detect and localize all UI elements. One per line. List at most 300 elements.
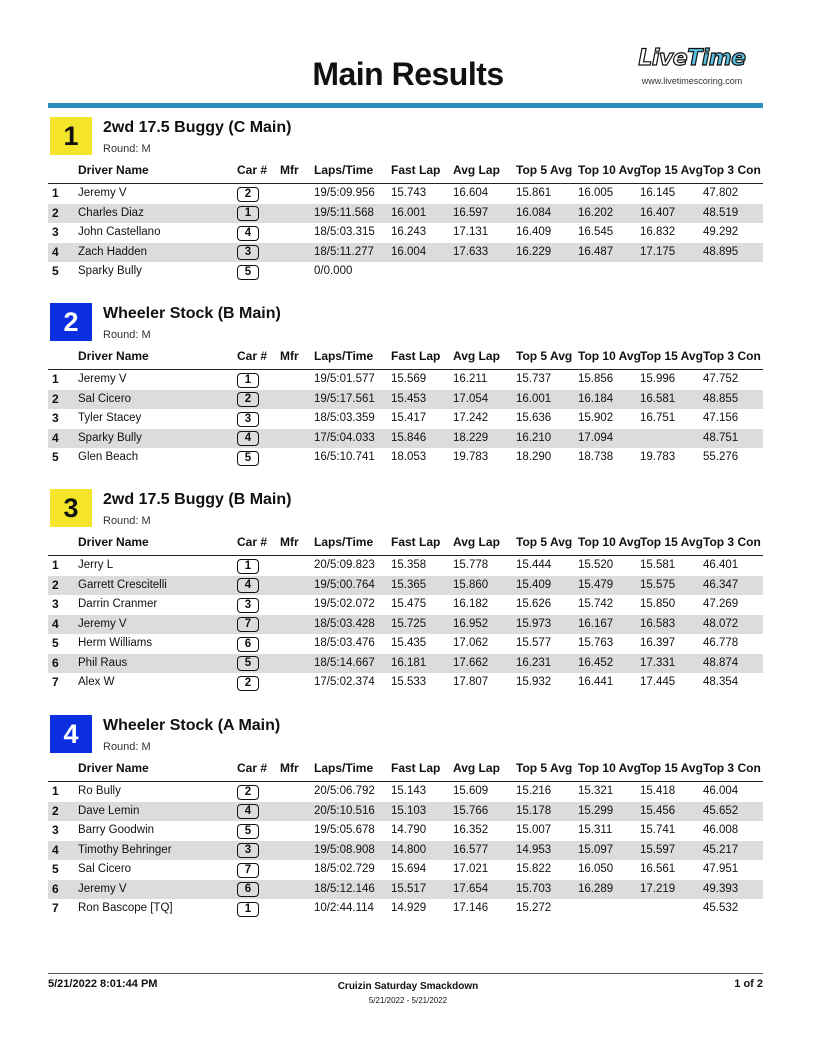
t10-cell: 16.289 bbox=[578, 882, 614, 895]
fast-cell: 15.694 bbox=[391, 863, 427, 875]
t10-cell: 15.856 bbox=[578, 373, 614, 385]
t15-cell: 16.397 bbox=[640, 637, 676, 649]
avg-cell: 17.807 bbox=[453, 676, 489, 688]
column-header-mfr: Mfr bbox=[280, 349, 299, 363]
table-row bbox=[48, 802, 763, 822]
logo-url: www.livetimescoring.com bbox=[641, 76, 743, 86]
name-cell: Jeremy V bbox=[78, 187, 127, 199]
table-row bbox=[48, 673, 763, 693]
laps-cell: 18/5:02.729 bbox=[314, 863, 375, 875]
fast-cell: 15.435 bbox=[391, 637, 427, 649]
footer-page-number: 1 of 2 bbox=[734, 978, 763, 990]
t15-cell: 16.583 bbox=[640, 617, 676, 630]
laps-cell: 18/5:12.146 bbox=[314, 882, 375, 895]
laps-cell: 16/5:10.741 bbox=[314, 451, 375, 463]
name-cell: John Castellano bbox=[78, 226, 161, 238]
table-row bbox=[48, 880, 763, 900]
laps-cell: 18/5:03.315 bbox=[314, 226, 375, 238]
logo-time: Time bbox=[687, 46, 746, 71]
car-cell: 4 bbox=[237, 578, 259, 593]
table-row bbox=[48, 841, 763, 861]
logo-live: Live bbox=[638, 46, 688, 71]
avg-cell: 19.783 bbox=[453, 451, 489, 463]
table-row bbox=[48, 204, 763, 224]
t3-cell: 47.802 bbox=[703, 187, 739, 199]
t3-cell: 55.276 bbox=[703, 451, 739, 463]
avg-cell: 16.952 bbox=[453, 617, 489, 630]
laps-cell: 0/0.000 bbox=[314, 265, 353, 277]
t10-cell: 15.321 bbox=[578, 785, 614, 797]
race-title: 2wd 17.5 Buggy (B Main) bbox=[103, 491, 292, 508]
t10-cell: 15.763 bbox=[578, 637, 614, 649]
column-header-avg: Avg Lap bbox=[453, 535, 500, 549]
position-cell: 1 bbox=[52, 372, 59, 386]
t10-cell: 15.311 bbox=[578, 824, 613, 836]
car-cell: 4 bbox=[237, 804, 259, 819]
column-header-t10: Top 10 Avg bbox=[578, 349, 641, 363]
table-row bbox=[48, 223, 763, 243]
name-cell: Tyler Stacey bbox=[78, 412, 142, 424]
t10-cell: 16.441 bbox=[578, 676, 614, 688]
avg-cell: 16.597 bbox=[453, 206, 489, 219]
name-cell: Jeremy V bbox=[78, 617, 127, 630]
position-cell: 3 bbox=[52, 225, 59, 239]
fast-cell: 14.790 bbox=[391, 824, 427, 836]
t5-cell: 16.210 bbox=[516, 431, 552, 444]
t5-cell: 15.577 bbox=[516, 637, 552, 649]
page-title: Main Results bbox=[312, 56, 504, 92]
t10-cell: 16.452 bbox=[578, 656, 614, 669]
laps-cell: 18/5:03.476 bbox=[314, 637, 375, 649]
position-cell: 4 bbox=[52, 842, 59, 857]
position-cell: 5 bbox=[52, 636, 59, 650]
fast-cell: 15.743 bbox=[391, 187, 427, 199]
column-header-fast: Fast Lap bbox=[391, 761, 441, 775]
position-cell: 5 bbox=[52, 264, 59, 278]
table-row bbox=[48, 243, 763, 263]
t3-cell: 46.008 bbox=[703, 824, 739, 836]
name-cell: Timothy Behringer bbox=[78, 843, 172, 856]
position-cell: 6 bbox=[52, 881, 59, 896]
t5-cell: 15.626 bbox=[516, 598, 552, 610]
t3-cell: 46.347 bbox=[703, 578, 739, 591]
position-cell: 3 bbox=[52, 597, 59, 611]
car-cell: 5 bbox=[237, 265, 259, 280]
fast-cell: 15.143 bbox=[391, 785, 427, 797]
position-cell: 1 bbox=[52, 784, 59, 798]
race-round: Round: M bbox=[103, 329, 151, 341]
laps-cell: 19/5:00.764 bbox=[314, 578, 375, 591]
name-cell: Alex W bbox=[78, 676, 115, 688]
fast-cell: 15.846 bbox=[391, 431, 427, 444]
t15-cell: 19.783 bbox=[640, 451, 676, 463]
column-header-t10: Top 10 Avg bbox=[578, 163, 641, 177]
column-header-t3: Top 3 Con bbox=[703, 761, 761, 775]
position-cell: 2 bbox=[52, 803, 59, 818]
position-cell: 4 bbox=[52, 244, 59, 259]
fast-cell: 16.243 bbox=[391, 226, 427, 238]
race-number-badge: 2 bbox=[50, 303, 92, 341]
name-cell: Jeremy V bbox=[78, 882, 127, 895]
car-cell: 6 bbox=[237, 637, 259, 652]
column-header-t5: Top 5 Avg bbox=[516, 761, 573, 775]
t15-cell: 15.575 bbox=[640, 578, 676, 591]
column-header-laps: Laps/Time bbox=[314, 761, 374, 775]
table-header bbox=[48, 163, 763, 184]
t3-cell: 45.217 bbox=[703, 843, 739, 856]
laps-cell: 20/5:10.516 bbox=[314, 804, 375, 817]
fast-cell: 15.725 bbox=[391, 617, 427, 630]
position-cell: 7 bbox=[52, 901, 59, 915]
position-cell: 2 bbox=[52, 577, 59, 592]
fast-cell: 18.053 bbox=[391, 451, 427, 463]
race-title: 2wd 17.5 Buggy (C Main) bbox=[103, 119, 292, 136]
fast-cell: 16.004 bbox=[391, 245, 427, 258]
fast-cell: 15.475 bbox=[391, 598, 427, 610]
laps-cell: 10/2:44.114 bbox=[314, 902, 374, 914]
column-header-t15: Top 15 Avg bbox=[640, 349, 703, 363]
t10-cell: 16.545 bbox=[578, 226, 614, 238]
car-cell: 2 bbox=[237, 676, 259, 691]
avg-cell: 16.604 bbox=[453, 187, 489, 199]
t10-cell: 18.738 bbox=[578, 451, 614, 463]
t3-cell: 45.652 bbox=[703, 804, 739, 817]
column-header-fast: Fast Lap bbox=[391, 535, 441, 549]
name-cell: Charles Diaz bbox=[78, 206, 144, 219]
race-title: Wheeler Stock (A Main) bbox=[103, 717, 281, 734]
car-cell: 6 bbox=[237, 882, 259, 897]
column-header-t15: Top 15 Avg bbox=[640, 535, 703, 549]
avg-cell: 18.229 bbox=[453, 431, 489, 444]
t15-cell: 16.832 bbox=[640, 226, 676, 238]
column-header-laps: Laps/Time bbox=[314, 349, 374, 363]
laps-cell: 19/5:11.568 bbox=[314, 206, 374, 219]
fast-cell: 15.417 bbox=[391, 412, 427, 424]
position-cell: 3 bbox=[52, 411, 59, 425]
avg-cell: 15.778 bbox=[453, 559, 489, 571]
car-cell: 7 bbox=[237, 617, 259, 632]
t3-cell: 48.855 bbox=[703, 392, 739, 405]
avg-cell: 15.609 bbox=[453, 785, 489, 797]
t15-cell: 15.597 bbox=[640, 843, 676, 856]
t3-cell: 48.354 bbox=[703, 676, 739, 688]
avg-cell: 17.131 bbox=[453, 226, 489, 238]
t10-cell: 16.167 bbox=[578, 617, 614, 630]
fast-cell: 15.569 bbox=[391, 373, 427, 385]
column-header-avg: Avg Lap bbox=[453, 349, 500, 363]
avg-cell: 16.182 bbox=[453, 598, 489, 610]
name-cell: Sparky Bully bbox=[78, 265, 142, 277]
car-cell: 3 bbox=[237, 843, 259, 858]
column-header-fast: Fast Lap bbox=[391, 163, 441, 177]
t3-cell: 49.393 bbox=[703, 882, 739, 895]
table-row bbox=[48, 654, 763, 674]
laps-cell: 19/5:17.561 bbox=[314, 392, 375, 405]
position-cell: 7 bbox=[52, 675, 59, 689]
column-header-name: Driver Name bbox=[78, 163, 149, 177]
t3-cell: 48.072 bbox=[703, 617, 739, 630]
t10-cell: 17.094 bbox=[578, 431, 614, 444]
t5-cell: 14.953 bbox=[516, 843, 552, 856]
t15-cell: 17.331 bbox=[640, 656, 676, 669]
avg-cell: 17.146 bbox=[453, 902, 489, 914]
avg-cell: 17.242 bbox=[453, 412, 489, 424]
table-row bbox=[48, 782, 763, 802]
table-row bbox=[48, 409, 763, 429]
name-cell: Jeremy V bbox=[78, 373, 127, 385]
t5-cell: 15.822 bbox=[516, 863, 552, 875]
t5-cell: 15.007 bbox=[516, 824, 552, 836]
laps-cell: 19/5:01.577 bbox=[314, 373, 375, 385]
footer-event: Cruizin Saturday Smackdown bbox=[337, 981, 479, 992]
laps-cell: 19/5:05.678 bbox=[314, 824, 375, 836]
t10-cell: 16.005 bbox=[578, 187, 614, 199]
column-header-mfr: Mfr bbox=[280, 535, 299, 549]
column-header-mfr: Mfr bbox=[280, 163, 299, 177]
results-table bbox=[48, 184, 763, 282]
table-header bbox=[48, 535, 763, 556]
laps-cell: 19/5:02.072 bbox=[314, 598, 375, 610]
t15-cell: 17.445 bbox=[640, 676, 676, 688]
column-header-car: Car # bbox=[237, 535, 268, 549]
t5-cell: 16.084 bbox=[516, 206, 552, 219]
avg-cell: 17.021 bbox=[453, 863, 489, 875]
table-row bbox=[48, 615, 763, 635]
name-cell: Jerry L bbox=[78, 559, 114, 571]
footer-divider bbox=[48, 973, 763, 974]
livetime-logo bbox=[622, 46, 762, 86]
laps-cell: 17/5:02.374 bbox=[314, 676, 375, 688]
car-cell: 2 bbox=[237, 187, 259, 202]
car-cell: 3 bbox=[237, 245, 259, 260]
fast-cell: 14.929 bbox=[391, 902, 427, 914]
name-cell: Zach Hadden bbox=[78, 245, 148, 258]
column-header-mfr: Mfr bbox=[280, 761, 299, 775]
t10-cell: 15.742 bbox=[578, 598, 614, 610]
column-header-t15: Top 15 Avg bbox=[640, 761, 703, 775]
laps-cell: 18/5:03.428 bbox=[314, 617, 375, 630]
t5-cell: 15.178 bbox=[516, 804, 552, 817]
fast-cell: 15.533 bbox=[391, 676, 427, 688]
position-cell: 6 bbox=[52, 655, 59, 670]
race-number-badge: 4 bbox=[50, 715, 92, 753]
table-row bbox=[48, 634, 763, 654]
car-cell: 5 bbox=[237, 824, 259, 839]
t15-cell: 16.581 bbox=[640, 392, 676, 405]
t5-cell: 15.409 bbox=[516, 578, 552, 591]
car-cell: 4 bbox=[237, 431, 259, 446]
avg-cell: 17.662 bbox=[453, 656, 489, 669]
t3-cell: 48.751 bbox=[703, 431, 739, 444]
race-number-badge: 1 bbox=[50, 117, 92, 155]
column-header-avg: Avg Lap bbox=[453, 761, 500, 775]
name-cell: Garrett Crescitelli bbox=[78, 578, 167, 591]
avg-cell: 17.633 bbox=[453, 245, 489, 258]
name-cell: Ron Bascope [TQ] bbox=[78, 902, 173, 914]
laps-cell: 20/5:06.792 bbox=[314, 785, 375, 797]
avg-cell: 17.054 bbox=[453, 392, 489, 405]
column-header-t3: Top 3 Con bbox=[703, 163, 761, 177]
t3-cell: 48.874 bbox=[703, 656, 739, 669]
t3-cell: 47.269 bbox=[703, 598, 739, 610]
car-cell: 2 bbox=[237, 392, 259, 407]
t5-cell: 18.290 bbox=[516, 451, 552, 463]
name-cell: Herm Williams bbox=[78, 637, 153, 649]
position-cell: 1 bbox=[52, 558, 59, 572]
car-cell: 1 bbox=[237, 559, 259, 574]
laps-cell: 19/5:08.908 bbox=[314, 843, 375, 856]
t3-cell: 46.004 bbox=[703, 785, 739, 797]
position-cell: 4 bbox=[52, 616, 59, 631]
t15-cell: 16.561 bbox=[640, 863, 676, 875]
fast-cell: 16.181 bbox=[391, 656, 427, 669]
name-cell: Glen Beach bbox=[78, 451, 139, 463]
car-cell: 1 bbox=[237, 206, 259, 221]
avg-cell: 16.352 bbox=[453, 824, 489, 836]
avg-cell: 17.654 bbox=[453, 882, 489, 895]
t15-cell: 15.996 bbox=[640, 373, 676, 385]
results-table bbox=[48, 782, 763, 919]
position-cell: 5 bbox=[52, 450, 59, 464]
position-cell: 1 bbox=[52, 186, 59, 200]
fast-cell: 15.358 bbox=[391, 559, 427, 571]
table-row bbox=[48, 448, 763, 468]
t3-cell: 46.401 bbox=[703, 559, 739, 571]
car-cell: 5 bbox=[237, 451, 259, 466]
results-table bbox=[48, 556, 763, 693]
avg-cell: 17.062 bbox=[453, 637, 489, 649]
fast-cell: 15.517 bbox=[391, 882, 427, 895]
column-header-car: Car # bbox=[237, 163, 268, 177]
t3-cell: 47.156 bbox=[703, 412, 739, 424]
t3-cell: 48.895 bbox=[703, 245, 739, 258]
column-header-t10: Top 10 Avg bbox=[578, 535, 641, 549]
table-row bbox=[48, 262, 763, 282]
table-row bbox=[48, 821, 763, 841]
laps-cell: 19/5:09.956 bbox=[314, 187, 375, 199]
t10-cell: 15.902 bbox=[578, 412, 614, 424]
t15-cell: 15.741 bbox=[640, 824, 676, 836]
logo-wordmark bbox=[622, 46, 762, 72]
t15-cell: 17.219 bbox=[640, 882, 676, 895]
t3-cell: 45.532 bbox=[703, 902, 739, 914]
t15-cell: 16.751 bbox=[640, 412, 676, 424]
name-cell: Sal Cicero bbox=[78, 863, 132, 875]
t5-cell: 15.973 bbox=[516, 617, 552, 630]
t5-cell: 15.636 bbox=[516, 412, 552, 424]
column-header-car: Car # bbox=[237, 761, 268, 775]
race-round: Round: M bbox=[103, 515, 151, 527]
position-cell: 2 bbox=[52, 391, 59, 406]
t10-cell: 15.520 bbox=[578, 559, 614, 571]
laps-cell: 18/5:11.277 bbox=[314, 245, 374, 258]
t10-cell: 15.479 bbox=[578, 578, 614, 591]
column-header-name: Driver Name bbox=[78, 349, 149, 363]
t15-cell: 15.456 bbox=[640, 804, 676, 817]
name-cell: Barry Goodwin bbox=[78, 824, 155, 836]
t15-cell: 16.145 bbox=[640, 187, 676, 199]
car-cell: 7 bbox=[237, 863, 259, 878]
column-header-t5: Top 5 Avg bbox=[516, 535, 573, 549]
column-header-t5: Top 5 Avg bbox=[516, 163, 573, 177]
t10-cell: 15.097 bbox=[578, 843, 614, 856]
table-row bbox=[48, 390, 763, 410]
avg-cell: 15.766 bbox=[453, 804, 489, 817]
car-cell: 4 bbox=[237, 226, 259, 241]
t5-cell: 15.861 bbox=[516, 187, 552, 199]
table-row bbox=[48, 370, 763, 390]
t5-cell: 15.737 bbox=[516, 373, 552, 385]
t3-cell: 47.752 bbox=[703, 373, 739, 385]
table-row bbox=[48, 899, 763, 919]
t15-cell: 15.850 bbox=[640, 598, 676, 610]
name-cell: Phil Raus bbox=[78, 656, 128, 669]
race-title: Wheeler Stock (B Main) bbox=[103, 305, 281, 322]
t5-cell: 16.001 bbox=[516, 392, 552, 405]
table-row bbox=[48, 429, 763, 449]
t15-cell: 15.418 bbox=[640, 785, 676, 797]
table-row bbox=[48, 556, 763, 576]
position-cell: 3 bbox=[52, 823, 59, 837]
t3-cell: 46.778 bbox=[703, 637, 739, 649]
laps-cell: 18/5:03.359 bbox=[314, 412, 375, 424]
t15-cell: 15.581 bbox=[640, 559, 676, 571]
car-cell: 3 bbox=[237, 598, 259, 613]
name-cell: Ro Bully bbox=[78, 785, 121, 797]
name-cell: Sparky Bully bbox=[78, 431, 142, 444]
laps-cell: 17/5:04.033 bbox=[314, 431, 375, 444]
t15-cell: 16.407 bbox=[640, 206, 676, 219]
column-header-name: Driver Name bbox=[78, 761, 149, 775]
t10-cell: 16.050 bbox=[578, 863, 614, 875]
car-cell: 1 bbox=[237, 373, 259, 388]
table-row bbox=[48, 184, 763, 204]
avg-cell: 15.860 bbox=[453, 578, 489, 591]
t5-cell: 15.932 bbox=[516, 676, 552, 688]
table-header bbox=[48, 349, 763, 370]
position-cell: 5 bbox=[52, 862, 59, 876]
avg-cell: 16.577 bbox=[453, 843, 489, 856]
table-row bbox=[48, 595, 763, 615]
position-cell: 2 bbox=[52, 205, 59, 220]
car-cell: 2 bbox=[237, 785, 259, 800]
race-round: Round: M bbox=[103, 741, 151, 753]
t5-cell: 16.231 bbox=[516, 656, 552, 669]
t3-cell: 47.951 bbox=[703, 863, 739, 875]
fast-cell: 14.800 bbox=[391, 843, 427, 856]
car-cell: 5 bbox=[237, 656, 259, 671]
race-number-badge: 3 bbox=[50, 489, 92, 527]
column-header-laps: Laps/Time bbox=[314, 163, 374, 177]
column-header-fast: Fast Lap bbox=[391, 349, 441, 363]
column-header-t10: Top 10 Avg bbox=[578, 761, 641, 775]
race-round: Round: M bbox=[103, 143, 151, 155]
name-cell: Darrin Cranmer bbox=[78, 598, 158, 610]
column-header-laps: Laps/Time bbox=[314, 535, 374, 549]
fast-cell: 15.103 bbox=[391, 804, 427, 817]
t10-cell: 16.202 bbox=[578, 206, 614, 219]
t10-cell: 16.487 bbox=[578, 245, 614, 258]
table-row bbox=[48, 576, 763, 596]
column-header-t5: Top 5 Avg bbox=[516, 349, 573, 363]
t3-cell: 49.292 bbox=[703, 226, 739, 238]
position-cell: 4 bbox=[52, 430, 59, 445]
column-header-avg: Avg Lap bbox=[453, 163, 500, 177]
column-header-name: Driver Name bbox=[78, 535, 149, 549]
table-header bbox=[48, 761, 763, 782]
t10-cell: 15.299 bbox=[578, 804, 614, 817]
fast-cell: 16.001 bbox=[391, 206, 427, 219]
